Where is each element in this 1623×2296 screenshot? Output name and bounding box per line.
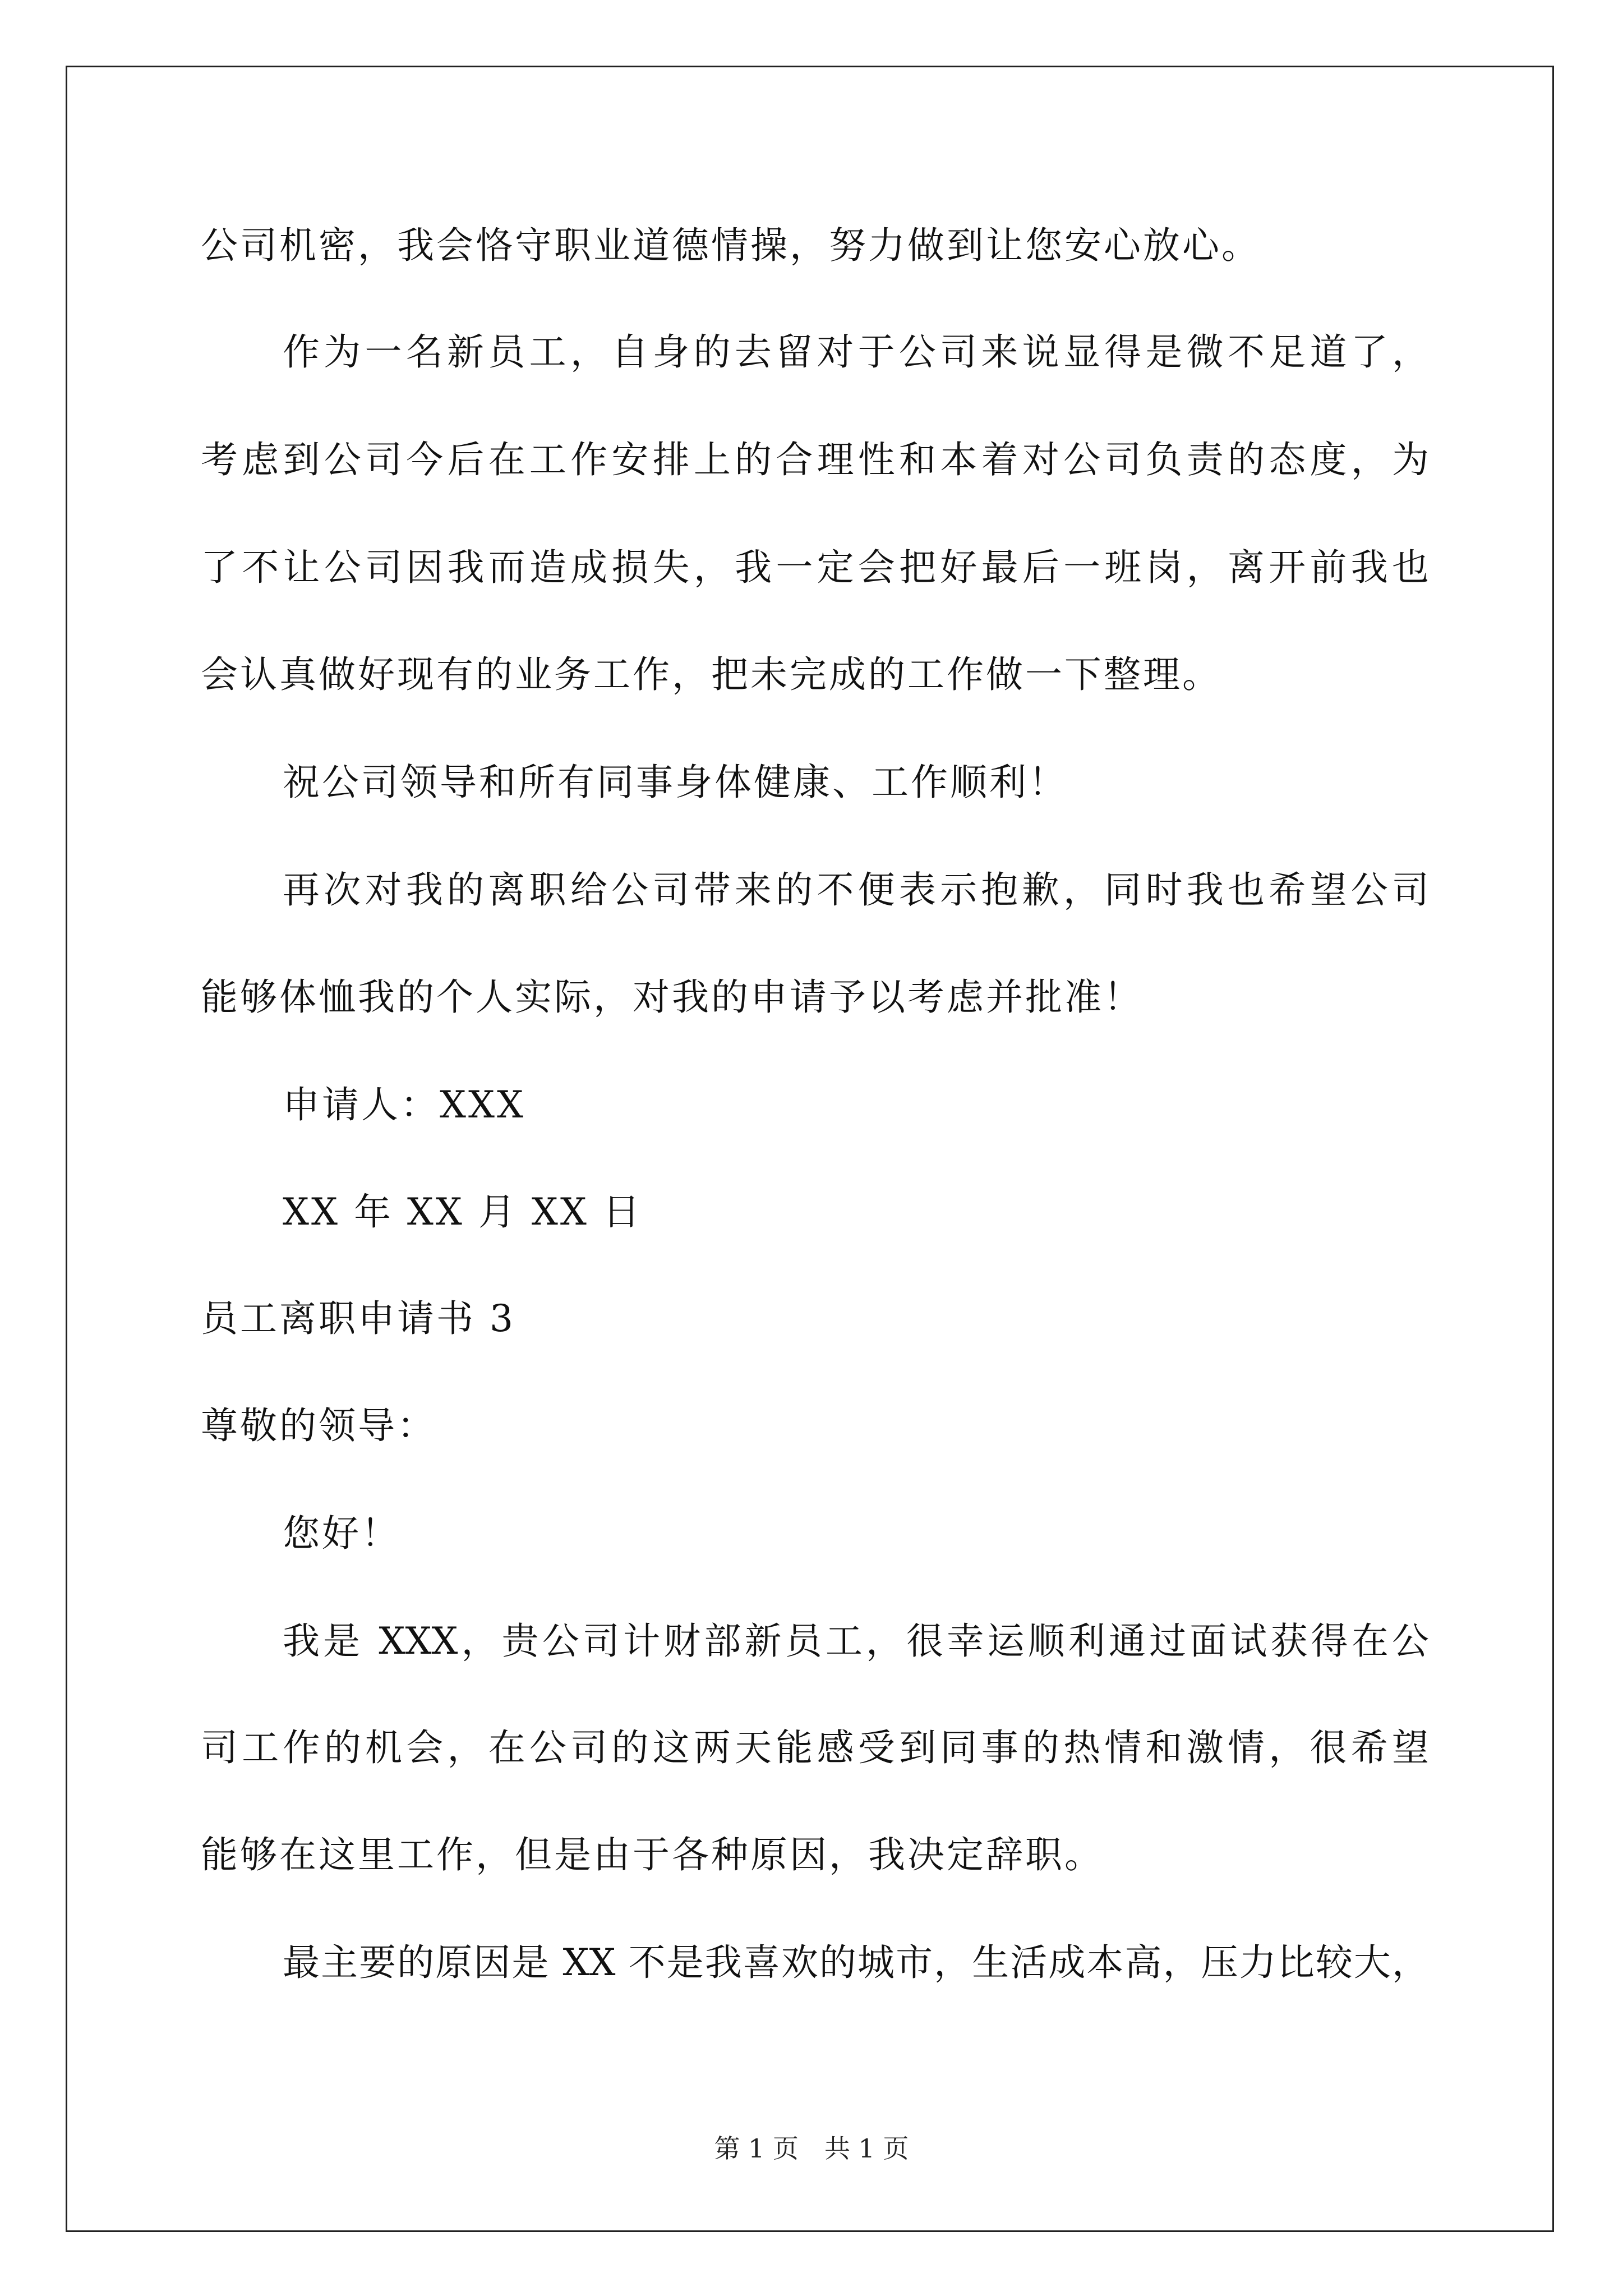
date-line: XX 年 XX 月 XX 日 <box>283 1190 642 1234</box>
paragraph-line: 能够在这里工作，但是由于各种原因，我决定辞职。 <box>201 1833 1104 1876</box>
paragraph-line: 再次对我的离职给公司带来的不便表示抱歉，同时我也希望公司 <box>283 868 1429 912</box>
salutation: 尊敬的领导： <box>201 1404 436 1447</box>
applicant-line: 申请人：XXX <box>283 1083 525 1126</box>
paragraph-line: 能够体恤我的个人实际，对我的申请予以考虑并批准！ <box>201 976 1143 1019</box>
greeting: 您好！ <box>283 1512 400 1555</box>
paragraph-line: 司工作的机会，在公司的这两天能感受到同事的热情和激情，很希望 <box>201 1726 1429 1769</box>
paragraph-line: 作为一名新员工，自身的去留对于公司来说显得是微不足道了， <box>283 330 1429 374</box>
paragraph-line: 了不让公司因我而造成损失，我一定会把好最后一班岗，离开前我也 <box>201 546 1429 589</box>
section-heading: 员工离职申请书 3 <box>201 1297 515 1340</box>
page-number: 第 1 页 共 1 页 <box>714 2133 909 2164</box>
paragraph-line: 公司机密，我会恪守职业道德情操，努力做到让您安心放心。 <box>201 224 1261 267</box>
paragraph-line: 考虑到公司今后在工作安排上的合理性和本着对公司负责的态度，为 <box>201 438 1429 481</box>
paragraph-line: 最主要的原因是 XX 不是我喜欢的城市，生活成本高，压力比较大， <box>283 1941 1429 1984</box>
paragraph-line: 祝公司领导和所有同事身体健康、工作顺利！ <box>283 761 1068 804</box>
paragraph-line: 会认真做好现有的业务工作，把未完成的工作做一下整理。 <box>201 653 1221 696</box>
paragraph-line: 我是 XXX，贵公司计财部新员工，很幸运顺利通过面试获得在公 <box>283 1619 1429 1663</box>
page-border <box>66 66 1554 2232</box>
